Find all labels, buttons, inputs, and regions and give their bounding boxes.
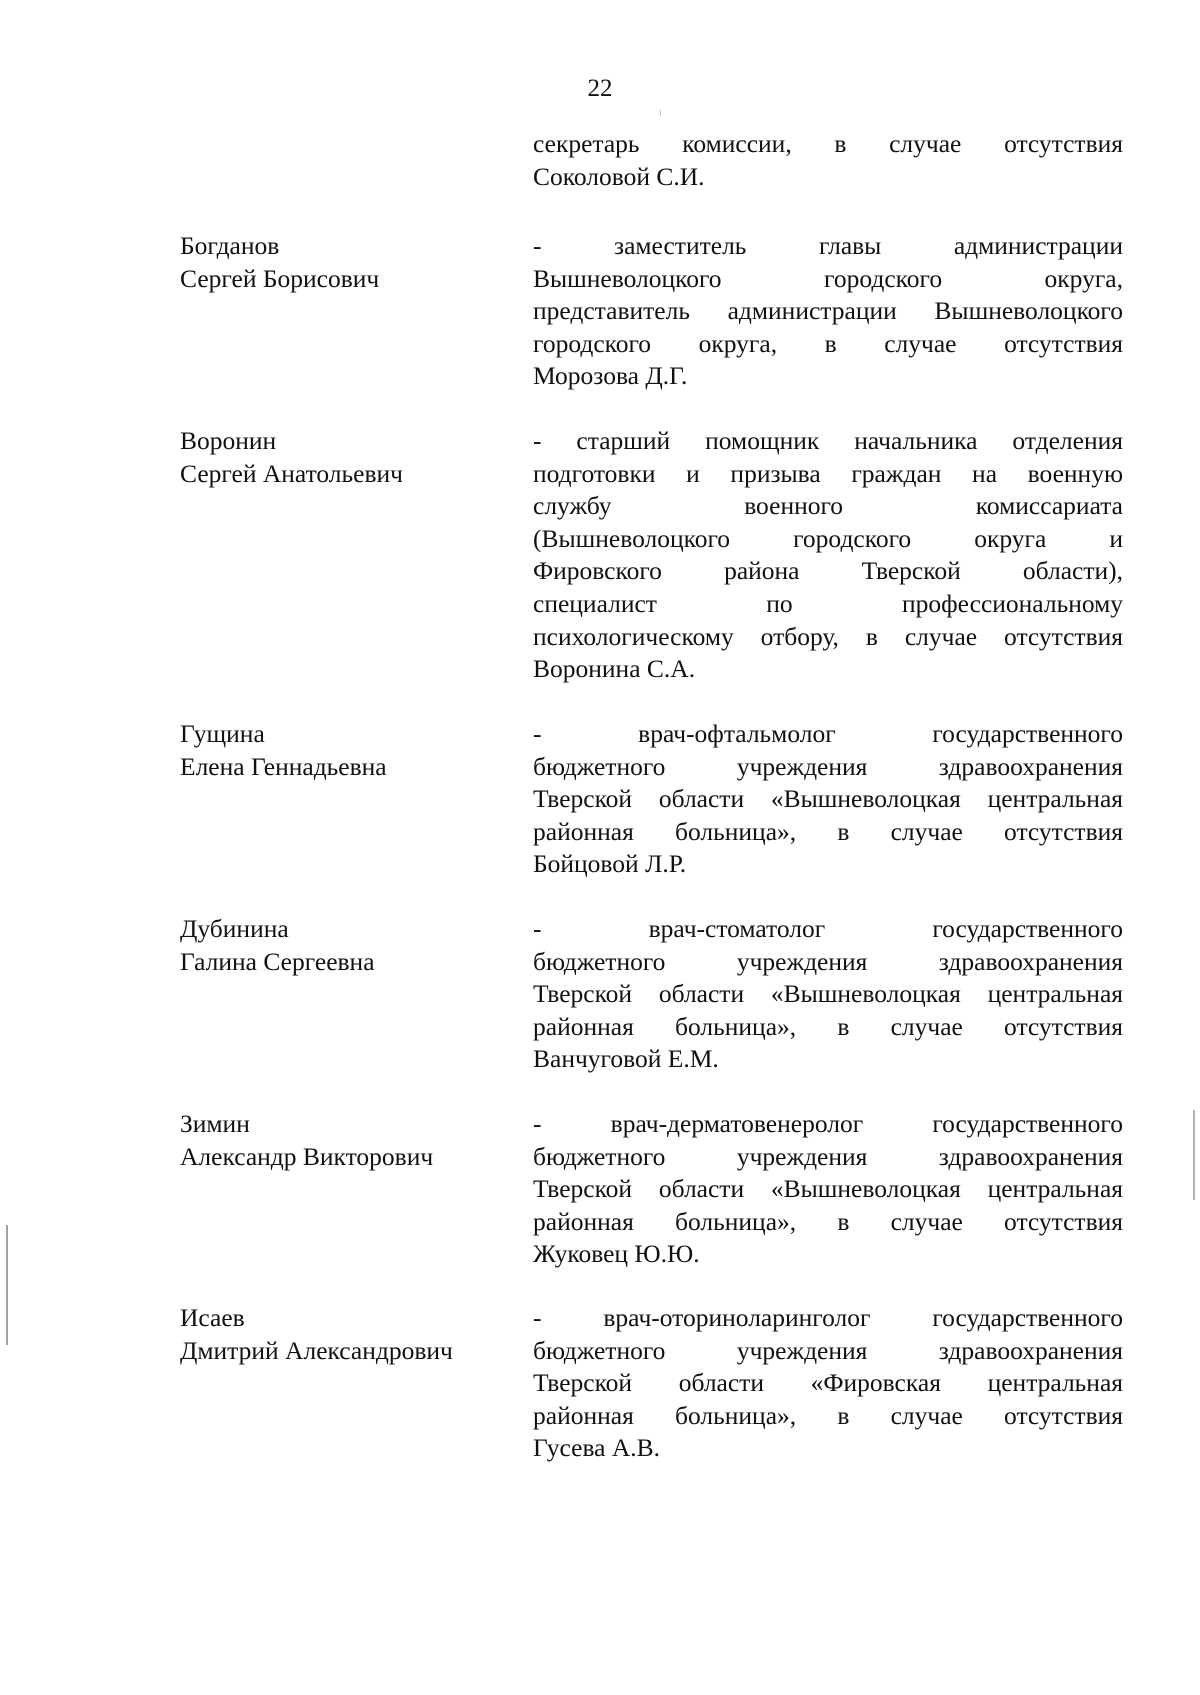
member-description (533, 1108, 1123, 1271)
description-line: - врач-оториноларинголог государственного (533, 1303, 1123, 1332)
member-given-name: Александр Викторович (180, 1141, 434, 1171)
member-name (180, 718, 520, 783)
member-surname: Богданов (180, 231, 280, 260)
description-line: службу военного комиссариата (533, 491, 1123, 521)
description-line: Ванчуговой Е.М. (533, 1044, 719, 1074)
member-description (533, 425, 1123, 686)
member-surname: Гущина (180, 719, 265, 748)
description-line: бюджетного учреждения здравоохранения (533, 1335, 1123, 1365)
member-given-name: Сергей Анатольевич (180, 458, 403, 488)
description-line: Морозова Д.Г. (533, 361, 688, 391)
description-line: Бойцовой Л.Р. (533, 849, 687, 879)
description-line: районная больница», в случае отсутствия (533, 1011, 1123, 1041)
member-description (533, 718, 1123, 881)
member-given-name: Елена Геннадьевна (180, 751, 387, 781)
description-line: Вышневолоцкого городского округа, (533, 263, 1123, 293)
description-line: Тверской области «Вышневолоцкая центральная (533, 1174, 1123, 1204)
description-line: Тверской области «Вышневолоцкая центральная (533, 784, 1123, 814)
member-given-name: Галина Сергеевна (180, 946, 375, 976)
description-line: представитель администрации Вышневолоцкого (533, 296, 1123, 326)
description-line: районная больница», в случае отсутствия (533, 1206, 1123, 1236)
member-name (180, 1108, 520, 1173)
intro-line: Соколовой С.И. (533, 161, 705, 191)
description-line: специалист по профессиональному (533, 588, 1123, 618)
description-line: Гусева А.В. (533, 1433, 661, 1463)
member-surname: Зимин (180, 1109, 250, 1138)
description-line: - старший помощник начальника отделения (533, 426, 1123, 455)
intro-line: секретарь комиссии, в случае отсутствия (533, 129, 1123, 158)
description-line: (Вышневолоцкого городского округа и (533, 523, 1123, 553)
member-surname: Исаев (180, 1303, 245, 1332)
description-line: - врач-стоматолог государственного (533, 914, 1123, 943)
member-description (533, 1302, 1123, 1465)
description-line: бюджетного учреждения здравоохранения (533, 751, 1123, 781)
description-line: - заместитель главы администрации (533, 231, 1123, 260)
description-line: Тверской области «Вышневолоцкая центральная (533, 979, 1123, 1009)
member-name (180, 913, 520, 978)
description-line: городского округа, в случае отсутствия (533, 328, 1123, 358)
description-line: Жуковец Ю.Ю. (533, 1239, 700, 1269)
description-line: Воронина С.А. (533, 654, 696, 684)
description-line: - врач-дерматовенеролог государственного (533, 1109, 1123, 1138)
scan-edge-mark (1193, 1110, 1195, 1200)
member-description (533, 230, 1123, 393)
description-line: бюджетного учреждения здравоохранения (533, 1141, 1123, 1171)
member-name (180, 425, 520, 490)
scan-edge-mark (6, 1225, 8, 1345)
description-line: подготовки и призыва граждан на военную (533, 458, 1123, 488)
description-line: - врач-офтальмолог государственного (533, 719, 1123, 748)
member-name (180, 230, 520, 295)
scan-speck (660, 110, 661, 116)
description-line: бюджетного учреждения здравоохранения (533, 946, 1123, 976)
member-given-name: Сергей Борисович (180, 263, 380, 293)
member-description (533, 913, 1123, 1076)
description-line: районная больница», в случае отсутствия (533, 816, 1123, 846)
member-surname: Дубинина (180, 914, 289, 943)
description-line: Тверской области «Фировская центральная (533, 1368, 1123, 1398)
member-given-name: Дмитрий Александрович (180, 1335, 453, 1365)
page-number: 22 (587, 75, 613, 102)
description-line: районная больница», в случае отсутствия (533, 1400, 1123, 1430)
description-line: психологическому отбору, в случае отсутствия (533, 621, 1123, 651)
intro-continuation (533, 128, 1123, 193)
member-name (180, 1302, 520, 1367)
member-surname: Воронин (180, 426, 277, 455)
description-line: Фировского района Тверской области), (533, 556, 1123, 586)
